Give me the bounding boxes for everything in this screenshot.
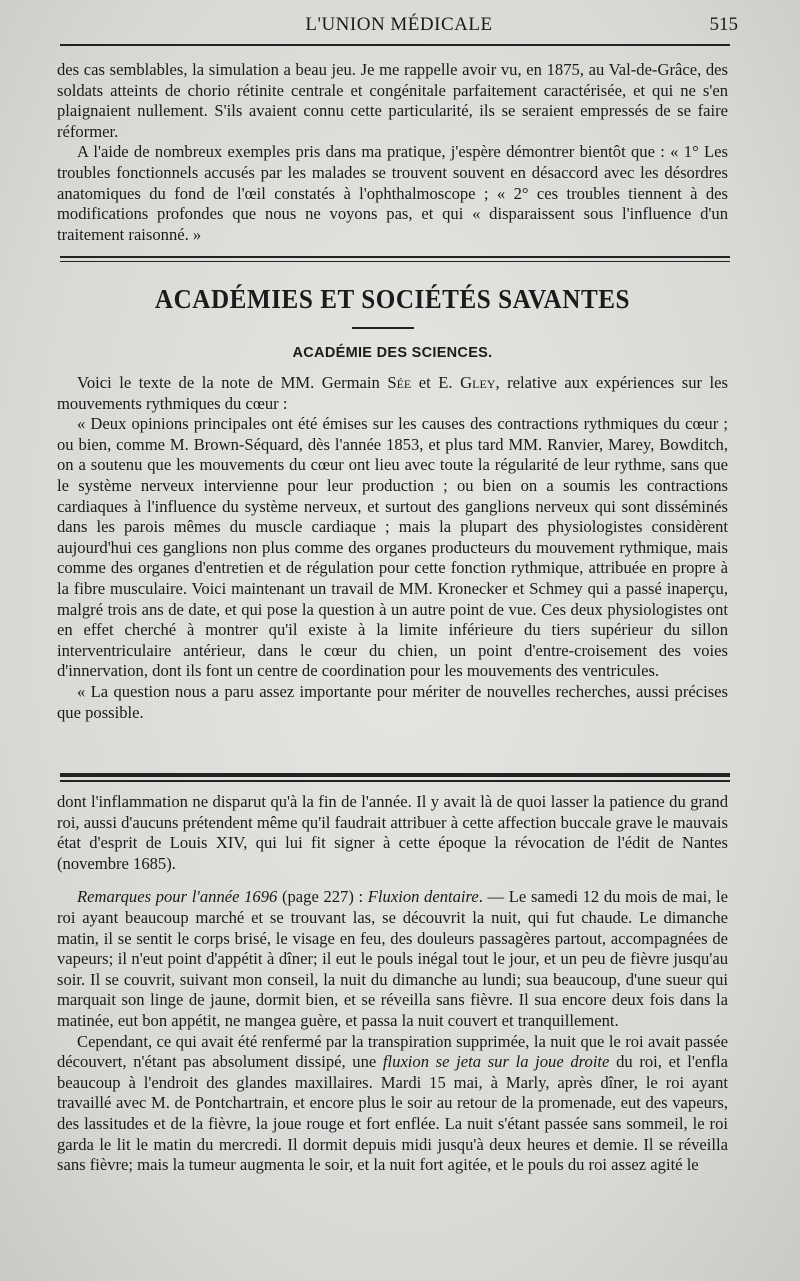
italic-text: fluxion se jeta sur la joue droite — [382, 1052, 610, 1072]
header-rule — [60, 44, 730, 46]
text-span: (page 227) : — [277, 887, 368, 907]
feuilleton-text-block — [57, 792, 728, 1176]
running-head: L'UNION MÉDICALE — [305, 14, 493, 35]
text-span: et E. — [411, 373, 461, 392]
subsection-title: ACADÉMIE DES SCIENCES. — [292, 345, 493, 361]
author-name: Gley — [460, 373, 496, 392]
text-span: , relative aux expériences sur les mouvements rythmiques du cœur : — [57, 373, 728, 413]
academy-text-block — [57, 373, 728, 723]
paragraph: « La question nous a paru assez importante pour mériter de nouvelles recherches, aussi précises que possible. — [57, 681, 728, 722]
text-span: Voici le texte de la note de MM. Germain — [77, 373, 388, 392]
italic-text: Remarques pour l'année 1696 — [77, 887, 278, 907]
author-name: Sée — [387, 373, 412, 392]
paragraph — [57, 1032, 728, 1176]
paragraph: dont l'inflammation ne disparut qu'à la fin de l'année. Il y avait là de quoi lasser la patience du grand roi, aussi d'aucuns prétendent même qu'il faudrait attribuer à cette affection buccale grave le mauvais état d'esprit de Louis XIV, qui lui fit signer à cette époque la révocation de l'édit de Nantes (novembre 1685). — [57, 792, 728, 873]
title-divider — [352, 327, 414, 329]
paragraph — [57, 373, 728, 414]
section-rule-bottom — [60, 261, 730, 262]
paragraph: des cas semblables, la simulation a beau jeu. Je me rappelle avoir vu, en 1875, au Val-de-Grâce, des soldats atteints de chorio rétinite centrale et congénitale parfaitement caractérisée, et qui ne s'en plaignaient nullement. S'ils avaient connu cette particularité, ils se seraient empressés de se faire réformer. — [57, 60, 728, 141]
paragraph — [57, 887, 728, 1031]
text-span: Cependant, ce qui avait été renfermé par la transpiration supprimée, la nuit que le roi avait passée découvert, n'étant pas absolument dissipé, une — [57, 1031, 728, 1072]
page-header — [60, 12, 738, 42]
text-span: . — Le samedi 12 du mois de mai, le roi ayant beaucoup marché et se trouvant las, se découvrit la nuit, qui fut chaude. Le dimanche matin, il se sentit le corps brisé, le visage en feu, des douleurs passagères partout, accompagnées de vapeurs; il n'eut point d'appétit à dîner; il eut le pouls inégal tout le jour, et un peu de fièvre jusqu'au soir. Il se couvrit, suivant mon conseil, la nuit du dimanche au lundi; sua beaucoup, d'une sueur qui marquait son linge de jaune, dormit bien, et se réveilla sans fièvre. Il sua encore deux fois dans la matinée, eut bon appétit, ne mangea guère, et passa la nuit couvert et tranquillement. — [57, 887, 728, 1030]
text-span: du roi, et l'enfla beaucoup à l'endroit des glandes maxillaires. Mardi 15 mai, à Marly, après dîner, le roi ayant travaillé avec M. de Pontchartrain, et encore plus le soir au retour de la promenade, eut des vapeurs, des lassitudes et de la fièvre, la joue rouge et fort enflée. La nuit s'étant passée sans sommeil, le roi garda le lit le matin du mercredi. Il dormit depuis midi jusqu'à deux heures et demie. Il se réveilla sans fièvre; mais la tumeur augmenta le soir, et la nuit fort agitée, et le pouls du roi assez agité le — [57, 1052, 728, 1175]
paragraph: « Deux opinions principales ont été émises sur les causes des contractions rythmiques du cœur ; ou bien, comme M. Brown-Séquard, dès l'année 1853, et plus tard MM. Ranvier, Marey, Bowditch, on a soutenu que les mouvements du cœur ont lieu avec toute la régularité de leur rythme, sans que le système nerveux intervienne pour leur production ; ou bien on a soumis les contractions cardiaques à l'influence du système nerveux, et surtout des ganglions nerveux qui sont disséminés dans les parois mêmes du muscle cardiaque ; mais la plupart des physiologistes considèrent aujourd'hui ces ganglions non plus comme des organes producteurs du mouvement rythmique, mais comme des organes d'entretien et de régulation pour cette fonction rythmique, attribuée en propre à la fibre musculaire. Voici maintenant un travail de MM. Kronecker et Schmey qui a passé inaperçu, malgré trois ans de date, et qui pose la question à un autre point de vue. Ces deux physiologistes ont en effet cherché à montrer qu'il existe à la limite inférieure du tiers supérieur du sillon interventriculaire antérieur, dans le cœur du chien, un point d'entre-croisement des voies d'innervation, dont ils font un centre de coordination pour les mouvements des ventricules. — [57, 414, 728, 681]
page-number: 515 — [709, 14, 738, 35]
paragraph: A l'aide de nombreux exemples pris dans ma pratique, j'espère démontrer bientôt que : « 1° Les troubles fonctionnels accusés par les malades se trouvent souvent en désaccord avec les désordres anatomiques du fond de l'œil constatés à l'ophthalmoscope ; « 2° ces troubles tiennent à des modifications profondes que nous ne voyons pas, et qui « disparaissent sous l'influence d'un traitement raisonné. » — [57, 142, 728, 244]
section-rule-top — [60, 256, 730, 258]
top-text-block — [57, 60, 728, 245]
feuilleton-rule-top — [60, 773, 730, 777]
italic-text: Fluxion dentaire — [367, 887, 479, 907]
section-title: ACADÉMIES ET SOCIÉTÉS SAVANTES — [154, 284, 631, 314]
feuilleton-rule-bottom — [60, 780, 730, 782]
